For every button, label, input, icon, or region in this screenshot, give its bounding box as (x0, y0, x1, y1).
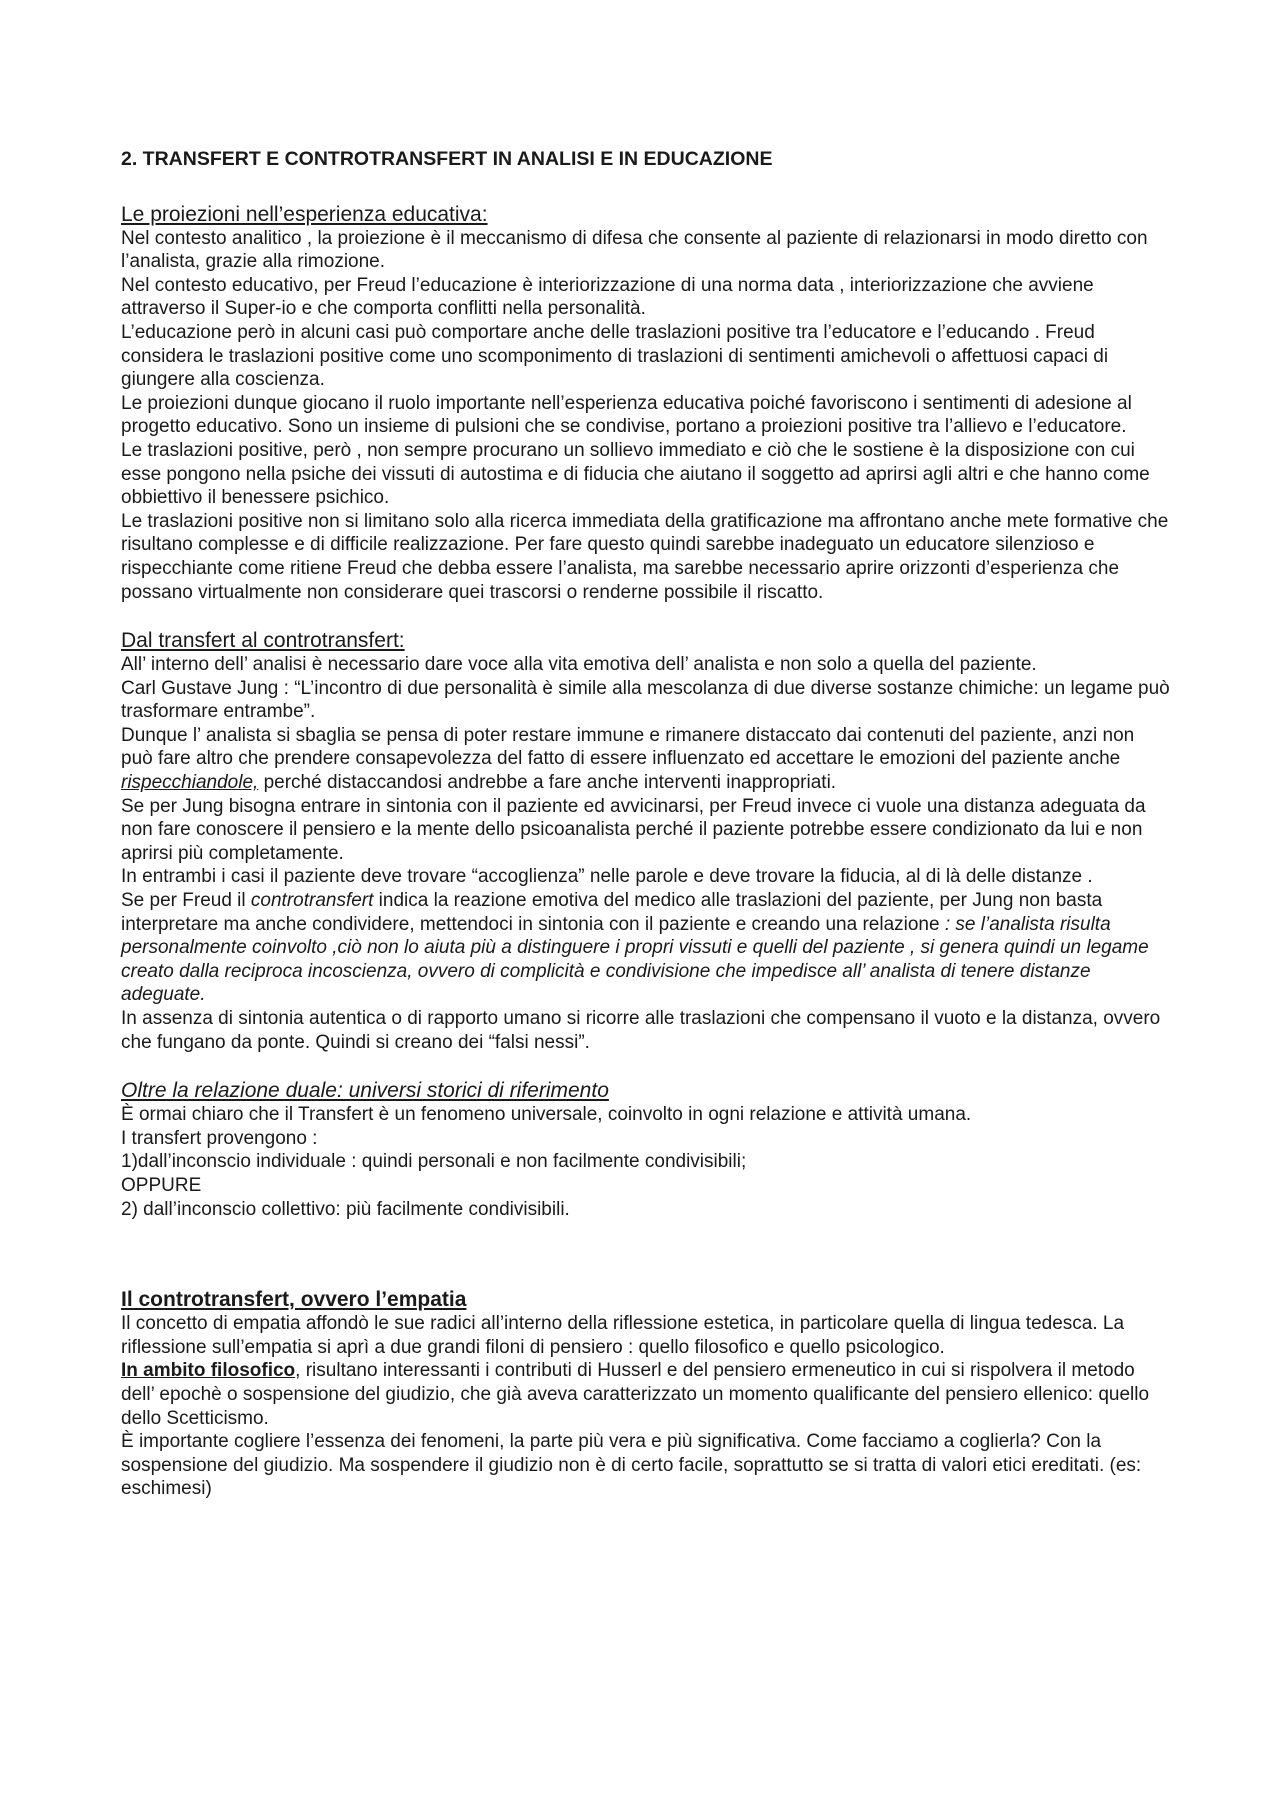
paragraph: Il concetto di empatia affondò le sue radici all’interno della riflessione estetica, in particolare quella di lingua tedesca. La riflessione sull’empatia si aprì a due grandi filoni di pensiero : quello filosofico e quello psicologico. (121, 1313, 1125, 1358)
paragraph: 2) dall’inconscio collettivo: più facilmente condivisibili. (121, 1198, 570, 1220)
paragraph: L’educazione però in alcuni casi può comportare anche delle traslazioni positive tra l’educatore e l’educando . Freud considera le traslazioni positive come uno scomponimento di traslazioni di sentimenti amichevoli o affettuosi capaci di giungere alla coscienza. (121, 321, 1109, 391)
text-run: , risultano interessanti i contributi di Husserl e del pensiero ermeneutico in cui si rispolvera il metodo dell’ epochè o sospensione del giudizio, che già aveva caratterizzato un momento qualificante del pensiero ellenico: quello dello Scetticismo. (121, 1360, 1150, 1429)
document-page (121, 148, 1171, 1501)
section-heading: Dal transfert al controtransfert: (121, 629, 405, 653)
section-heading: Le proiezioni nell’esperienza educativa: (121, 202, 488, 226)
emphasis-text: : se l’analista risulta personalmente coinvolto ,ciò non lo aiuta più a distinguere i propri vissuti e quelli del paziente , si genera quindi un legame creato dalla reciproca incoscienza, ovvero di complicità e condivisione che impedisce all’ analista di tenere distanze adeguate. (121, 913, 1149, 1006)
paragraph: Carl Gustave Jung : “L’incontro di due personalità è simile alla mescolanza di due diverse sostanze chimiche: un legame può trasformare entrambe”. (121, 677, 1170, 723)
paragraph: Nel contesto educativo, per Freud l’educazione è interiorizzazione di una norma data , interiorizzazione che avviene attraverso il Super-io e che comporta conflitti nella personalità. (121, 274, 1094, 320)
paragraph: OPPURE (121, 1174, 202, 1196)
section-relazione-duale (121, 1078, 1171, 1221)
text-run: Dunque l’ analista si sbaglia se pensa di poter restare immune e rimanere distaccato dai contenuti del paziente, anzi non può fare altro che prendere consapevolezza del fatto di essere influenzato ed accettare le emozioni del paziente anche (121, 724, 1135, 770)
page-title: 2. TRANSFERT E CONTROTRANSFERT IN ANALISI E IN EDUCAZIONE (121, 148, 773, 170)
paragraph: Le traslazioni positive, però , non sempre procurano un sollievo immediato e ciò che le sostiene è la disposizione con cui esse pongono nella psiche dei vissuti di autostima e di fiducia che aiutano il soggetto ad aprirsi agli altri e che hanno come obbiettivo il benessere psichico. (121, 439, 1150, 509)
bold-text: In ambito filosofico (121, 1360, 296, 1382)
paragraph (121, 724, 1171, 795)
paragraph: Nel contesto analitico , la proiezione è il meccanismo di difesa che consente al paziente di relazionarsi in modo diretto con l’analista, grazie alla rimozione. (121, 227, 1148, 273)
text-run: perché distaccandosi andrebbe a fare anche interventi inappropriati. (258, 772, 837, 794)
paragraph: I transfert provengono : (121, 1127, 318, 1149)
section-proiezioni (121, 202, 1171, 605)
section-transfert-controtransfert (121, 628, 1171, 1054)
paragraph: Se per Jung bisogna entrare in sintonia con il paziente ed avvicinarsi, per Freud invece ci vuole una distanza adeguata da non fare conoscere il pensiero e la mente dello psicoanalista perché il paziente potrebbe essere condizionato da lui e non aprirsi più completamente. (121, 795, 1146, 864)
paragraph: Le traslazioni positive non si limitano solo alla ricerca immediata della gratificazione ma affrontano anche mete formative che risultano complesse e di difficile realizzazione. Per fare questo quindi sarebbe inadeguato un educatore silenzioso e rispecchiante come ritiene Freud che debba essere l’analista, ma sarebbe necessario aprire orizzonti d’esperienza che possano virtualmente non considerare quei trascorsi o renderne possibile il riscatto. (121, 510, 1169, 603)
section-heading: Il controtransfert, ovvero l’empatia (121, 1288, 467, 1312)
paragraph (121, 889, 1171, 1007)
paragraph (121, 1359, 1171, 1430)
paragraph: In entrambi i casi il paziente deve trovare “accoglienza” nelle parole e deve trovare la fiducia, al di là delle distanze . (121, 866, 1093, 888)
paragraph: In assenza di sintonia autentica o di rapporto umano si ricorre alle traslazioni che compensano il vuoto e la distanza, ovvero che fungano da ponte. Quindi si creano dei “falsi nessi”. (121, 1008, 1161, 1053)
section-empatia (121, 1287, 1171, 1501)
emphasis-text: controtransfert (250, 890, 374, 912)
emphasis-text: rispecchiandole, (121, 772, 259, 794)
paragraph: All’ interno dell’ analisi è necessario dare voce alla vita emotiva dell’ analista e non solo a quella del paziente. (121, 654, 1037, 676)
paragraph: È importante cogliere l’essenza dei fenomeni, la parte più vera e più significativa. Come facciamo a coglierla? Con la sospensione del giudizio. Ma sospendere il giudizio non è di certo facile, soprattutto se si tratta di valori etici ereditati. (es: eschimesi) (121, 1431, 1142, 1500)
paragraph: È ormai chiaro che il Transfert è un fenomeno universale, coinvolto in ogni relazione e attività umana. (121, 1104, 972, 1126)
text-run: Se per Freud il (121, 890, 251, 912)
section-heading: Oltre la relazione duale: universi storici di riferimento (121, 1079, 609, 1103)
text-run: indica la reazione emotiva del medico alle traslazioni del paziente, per Jung non basta interpretare ma anche condividere, mettendoci in sintonia con il paziente e creando una relazione (121, 890, 1103, 935)
paragraph: Le proiezioni dunque giocano il ruolo importante nell’esperienza educativa poiché favoriscono i sentimenti di adesione al progetto educativo. Sono un insieme di pulsioni che se condivise, portano a proiezioni positive tra l’allievo e l’educatore. (121, 392, 1132, 438)
paragraph: 1)dall’inconscio individuale : quindi personali e non facilmente condivisibili; (121, 1151, 747, 1173)
